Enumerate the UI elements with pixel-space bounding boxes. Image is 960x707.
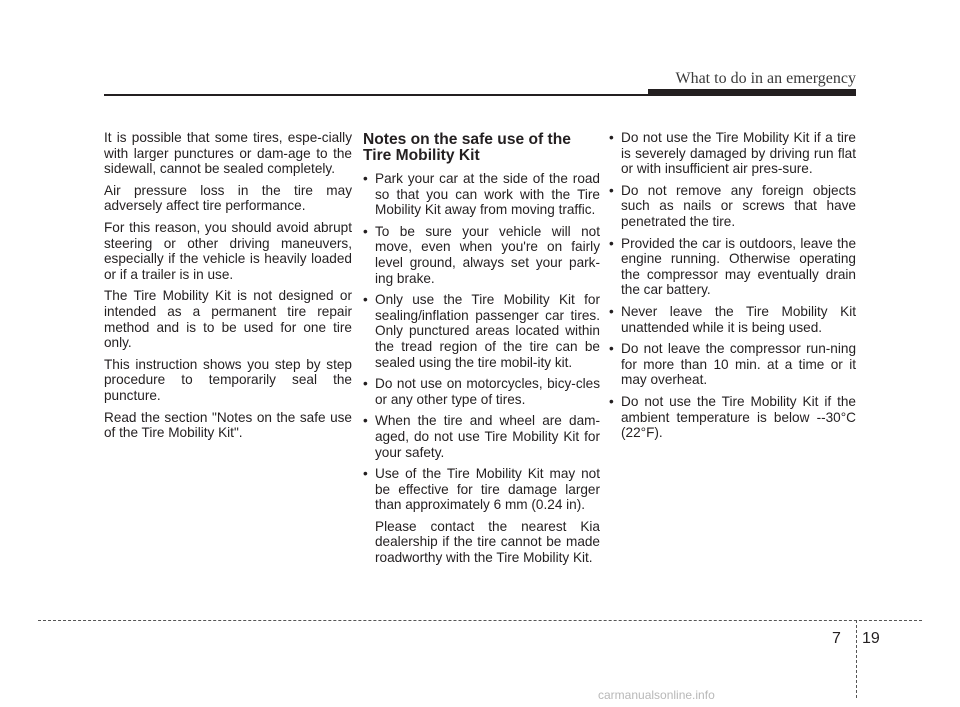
list-item-text: Do not use the Tire Mobility Kit if the ambient temperature is below --30°C (22°F). bbox=[621, 393, 856, 441]
bullet-icon: • bbox=[363, 466, 368, 482]
list-item bbox=[609, 304, 856, 335]
chapter-number: 7 bbox=[832, 630, 841, 647]
bullet-icon: • bbox=[609, 182, 614, 198]
list-item bbox=[363, 224, 600, 286]
list-item bbox=[363, 376, 600, 407]
column-intro bbox=[104, 130, 352, 447]
bullet-icon: • bbox=[609, 341, 614, 357]
list-item bbox=[363, 466, 600, 566]
list-item bbox=[609, 394, 856, 441]
footer-divider bbox=[856, 620, 857, 698]
list-item-text: Do not use on motorcycles, bicy-cles or any other type of tires. bbox=[375, 376, 600, 407]
list-item-text: Do not remove any foreign objects such as nails or screws that have penetrated the tire. bbox=[621, 182, 856, 229]
list-item bbox=[609, 236, 856, 298]
list-item-text: Use of the Tire Mobility Kit may not be effective for tire damage larger than approximately 6 mm (0.24 in). bbox=[375, 466, 600, 513]
bullet-list bbox=[363, 171, 600, 566]
bullet-icon: • bbox=[363, 171, 368, 186]
list-item bbox=[609, 341, 856, 388]
list-item bbox=[363, 292, 600, 370]
paragraph: For this reason, you should avoid abrupt steering or other driving maneuvers, especially if the vehicle is heavily loaded or if a trailer is in use. bbox=[104, 219, 352, 282]
bullet-icon: • bbox=[363, 223, 368, 239]
bullet-icon: • bbox=[363, 376, 368, 392]
header-accent-bar bbox=[648, 89, 856, 96]
list-item bbox=[363, 171, 600, 218]
paragraph: Read the section "Notes on the safe use of the Tire Mobility Kit". bbox=[104, 409, 352, 441]
watermark: carmanualsonline.info bbox=[598, 688, 715, 702]
list-item-text: Never leave the Tire Mobility Kit unattended while it is being used. bbox=[621, 303, 856, 335]
paragraph: This instruction shows you step by step procedure to temporarily seal the puncture. bbox=[104, 356, 352, 403]
list-item-text: Only use the Tire Mobility Kit for sealing/inflation passenger car tires. Only punctured areas located within the tread region of the tire can be sealed using the tire mobil-ity kit. bbox=[375, 292, 600, 370]
paragraph: The Tire Mobility Kit is not designed or intended as a permanent tire repair method and is to be used for one tire only. bbox=[104, 288, 352, 351]
list-item-followup: Please contact the nearest Kia dealership if the tire cannot be made roadworthy with the Tire Mobility Kit. bbox=[375, 518, 600, 566]
list-item-text: Do not use the Tire Mobility Kit if a tire is severely damaged by driving run flat or with insufficient air pres-sure. bbox=[621, 130, 856, 177]
bullet-list bbox=[609, 130, 856, 441]
list-item-text: To be sure your vehicle will not move, even when you're on fairly level ground, always set your park-ing brake. bbox=[375, 223, 600, 286]
bullet-icon: • bbox=[609, 130, 614, 145]
list-item bbox=[609, 183, 856, 230]
list-item bbox=[363, 413, 600, 460]
paragraph: It is possible that some tires, espe-cially with larger punctures or dam-age to the sidewall, cannot be sealed completely. bbox=[104, 130, 352, 177]
bullet-icon: • bbox=[363, 413, 368, 429]
list-item-text: Provided the car is outdoors, leave the engine running. Otherwise operating the compressor may eventually drain the car battery. bbox=[621, 235, 856, 298]
bullet-icon: • bbox=[609, 393, 614, 409]
section-heading: Notes on the safe use of the Tire Mobility Kit bbox=[363, 131, 571, 164]
bullet-icon: • bbox=[363, 292, 368, 308]
footer-rule bbox=[38, 620, 922, 621]
section-title: What to do in an emergency bbox=[675, 70, 856, 87]
list-item-text: When the tire and wheel are dam-aged, do not use Tire Mobility Kit for your safety. bbox=[375, 413, 600, 460]
column-safe-use-notes bbox=[363, 132, 600, 572]
list-item-text: Park your car at the side of the road so that you can work with the Tire Mobility Kit away from moving traffic. bbox=[375, 171, 600, 218]
list-item bbox=[609, 130, 856, 177]
page-number: 19 bbox=[862, 630, 880, 647]
paragraph: Air pressure loss in the tire may adversely affect tire performance. bbox=[104, 182, 352, 214]
column-safe-use-notes-cont bbox=[609, 130, 856, 447]
bullet-icon: • bbox=[609, 303, 614, 319]
list-item-text: Do not leave the compressor run-ning for more than 10 min. at a time or it may overheat. bbox=[621, 341, 856, 388]
bullet-icon: • bbox=[609, 235, 614, 251]
